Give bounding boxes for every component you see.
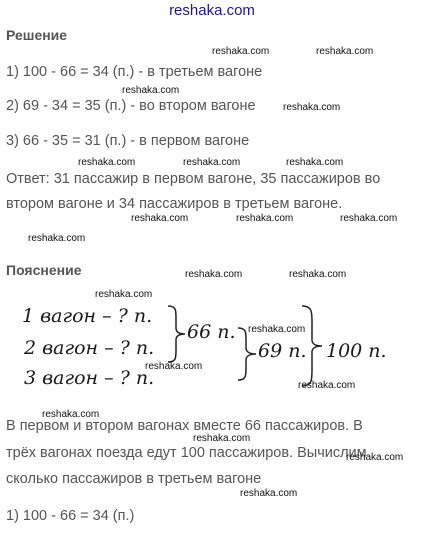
- explanation-line-3: сколько пассажиров в третьем вагоне: [6, 471, 262, 487]
- watermark: reshaka.com: [183, 157, 241, 168]
- diagram-brace-first-two: [166, 304, 188, 364]
- diagram-row-3: 3 вагон – ? п.: [24, 367, 155, 389]
- watermark: reshaka.com: [42, 409, 100, 420]
- answer-line-1: Ответ: 31 пассажир в первом вагоне, 35 пассажиров во: [6, 171, 381, 187]
- answer-line-2: втором вагоне и 34 пассажиров в третьем вагоне.: [6, 196, 343, 212]
- watermark: reshaka.com: [298, 380, 356, 391]
- watermark: reshaka.com: [145, 361, 203, 372]
- watermark: reshaka.com: [28, 233, 86, 244]
- watermark: reshaka.com: [122, 85, 180, 96]
- diagram-sum-second: 69 п.: [258, 340, 307, 362]
- explanation-heading: Пояснение: [6, 262, 82, 278]
- diagram-sum-first: 66 п.: [187, 321, 236, 343]
- solution-step-3: 3) 66 - 35 = 31 (п.) - в первом вагоне: [6, 133, 250, 149]
- watermark: reshaka.com: [286, 157, 344, 168]
- explanation-line-2: трёх вагонах поезда едут 100 пассажиров. Вычислим: [6, 445, 367, 461]
- watermark: reshaka.com: [289, 269, 347, 280]
- solution-heading: Решение: [6, 27, 68, 43]
- diagram-row-2: 2 вагон – ? п.: [24, 337, 155, 359]
- explanation-line-1: В первом и втором вагонах вместе 66 пассажиров. В: [6, 418, 363, 434]
- solution-step-1: 1) 100 - 66 = 34 (п.) - в третьем вагоне: [6, 64, 263, 80]
- watermark: reshaka.com: [283, 102, 341, 113]
- diagram-brace-all: [300, 304, 326, 388]
- diagram-row-1: 1 вагон – ? п.: [22, 305, 153, 327]
- site-title[interactable]: reshaka.com: [169, 2, 255, 19]
- watermark: reshaka.com: [340, 213, 398, 224]
- watermark: reshaka.com: [316, 46, 374, 57]
- watermark: reshaka.com: [346, 452, 404, 463]
- watermark: reshaka.com: [236, 213, 294, 224]
- watermark: reshaka.com: [95, 289, 153, 300]
- watermark: reshaka.com: [240, 488, 298, 499]
- diagram-total: 100 п.: [326, 340, 387, 362]
- explanation-step-1: 1) 100 - 66 = 34 (п.): [6, 508, 135, 524]
- watermark: reshaka.com: [78, 157, 136, 168]
- solution-step-2: 2) 69 - 34 = 35 (п.) - во втором вагоне: [6, 98, 256, 114]
- watermark: reshaka.com: [248, 324, 306, 335]
- watermark: reshaka.com: [193, 433, 251, 444]
- watermark: reshaka.com: [212, 46, 270, 57]
- watermark: reshaka.com: [185, 269, 243, 280]
- watermark: reshaka.com: [131, 213, 189, 224]
